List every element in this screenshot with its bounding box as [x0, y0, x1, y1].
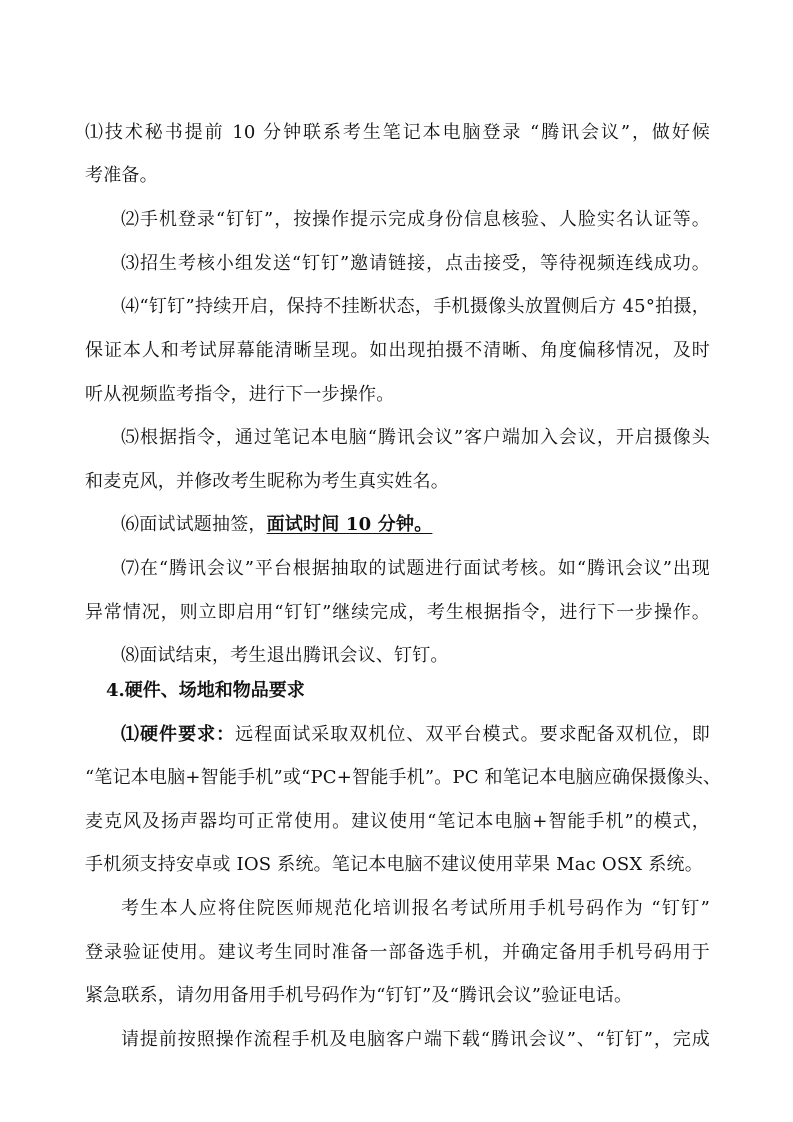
step-4-line-1: ⑷“钉钉”持续开启，保持不挂断状态，手机摄像头放置侧后方 45°拍摄，	[121, 296, 710, 317]
step-8-line-1: ⑻面试结束，考生退出腾讯会议、钉钉。	[121, 645, 449, 666]
hardware-line-3: 麦克风及扬声器均可正常使用。建议使用“笔记本电脑+智能手机”的模式，	[85, 811, 710, 832]
step-6-prefix: ⑹面试试题抽签，	[121, 514, 267, 535]
hardware-line-4: 手机须支持安卓或 IOS 系统。笔记本电脑不建议使用苹果 Mac OSX 系统。	[85, 854, 703, 875]
phone-line-3: 紧急联系，请勿用备用手机号码作为“钉钉”及“腾讯会议”验证电话。	[85, 985, 633, 1006]
step-2-line-1: ⑵手机登录“钉钉”，按操作提示完成身份信息核验、人脸实名认证等。	[121, 209, 710, 230]
step-3-line-1: ⑶招生考核小组发送“钉钉”邀请链接，点击接受，等待视频连线成功。	[121, 253, 710, 274]
hardware-label: ⑴硬件要求：	[121, 724, 236, 745]
step-6-line-1	[121, 513, 710, 537]
phone-line-1: 考生本人应将住院医师规范化培训报名考试所用手机号码作为 “钉钉”	[121, 898, 710, 919]
section-heading: 4.硬件、场地和物品要求	[106, 680, 305, 701]
hardware-line-2: “笔记本电脑+智能手机”或“PC+智能手机”。PC 和笔记本电脑应确保摄像头、	[85, 767, 722, 788]
step-1-line-2: 考准备。	[85, 165, 158, 186]
step-5-line-2: 和麦克风，并修改考生昵称为考生真实姓名。	[85, 471, 449, 492]
step-4-line-2: 保证本人和考试屏幕能清晰呈现。如出现拍摄不清晰、角度偏移情况，及时	[85, 340, 710, 361]
step-7-line-1: ⑺在“腾讯会议”平台根据抽取的试题进行面试考核。如“腾讯会议”出现	[121, 558, 710, 579]
phone-line-2: 登录验证使用。建议考生同时准备一部备选手机，并确定备用手机号码用于	[85, 942, 710, 963]
step-5-line-1: ⑸根据指令，通过笔记本电脑“腾讯会议”客户端加入会议，开启摄像头	[121, 427, 710, 448]
step-1-line-1: ⑴技术秘书提前 10 分钟联系考生笔记本电脑登录 “腾讯会议”，做好候	[85, 122, 710, 143]
interview-duration-emphasis: 面试时间 10 分钟。	[266, 514, 433, 535]
step-7-line-2: 异常情况，则立即启用“钉钉”继续完成，考生根据指令，进行下一步操作。	[85, 602, 710, 623]
step-4-line-3: 听从视频监考指令，进行下一步操作。	[85, 384, 395, 405]
hardware-line-1	[121, 723, 710, 747]
download-line-1: 请提前按照操作流程手机及电脑客户端下载“腾讯会议”、“钉钉”，完成	[121, 1029, 710, 1050]
hardware-line-1-text: 远程面试采取双机位、双平台模式。要求配备双机位，即	[235, 724, 711, 745]
